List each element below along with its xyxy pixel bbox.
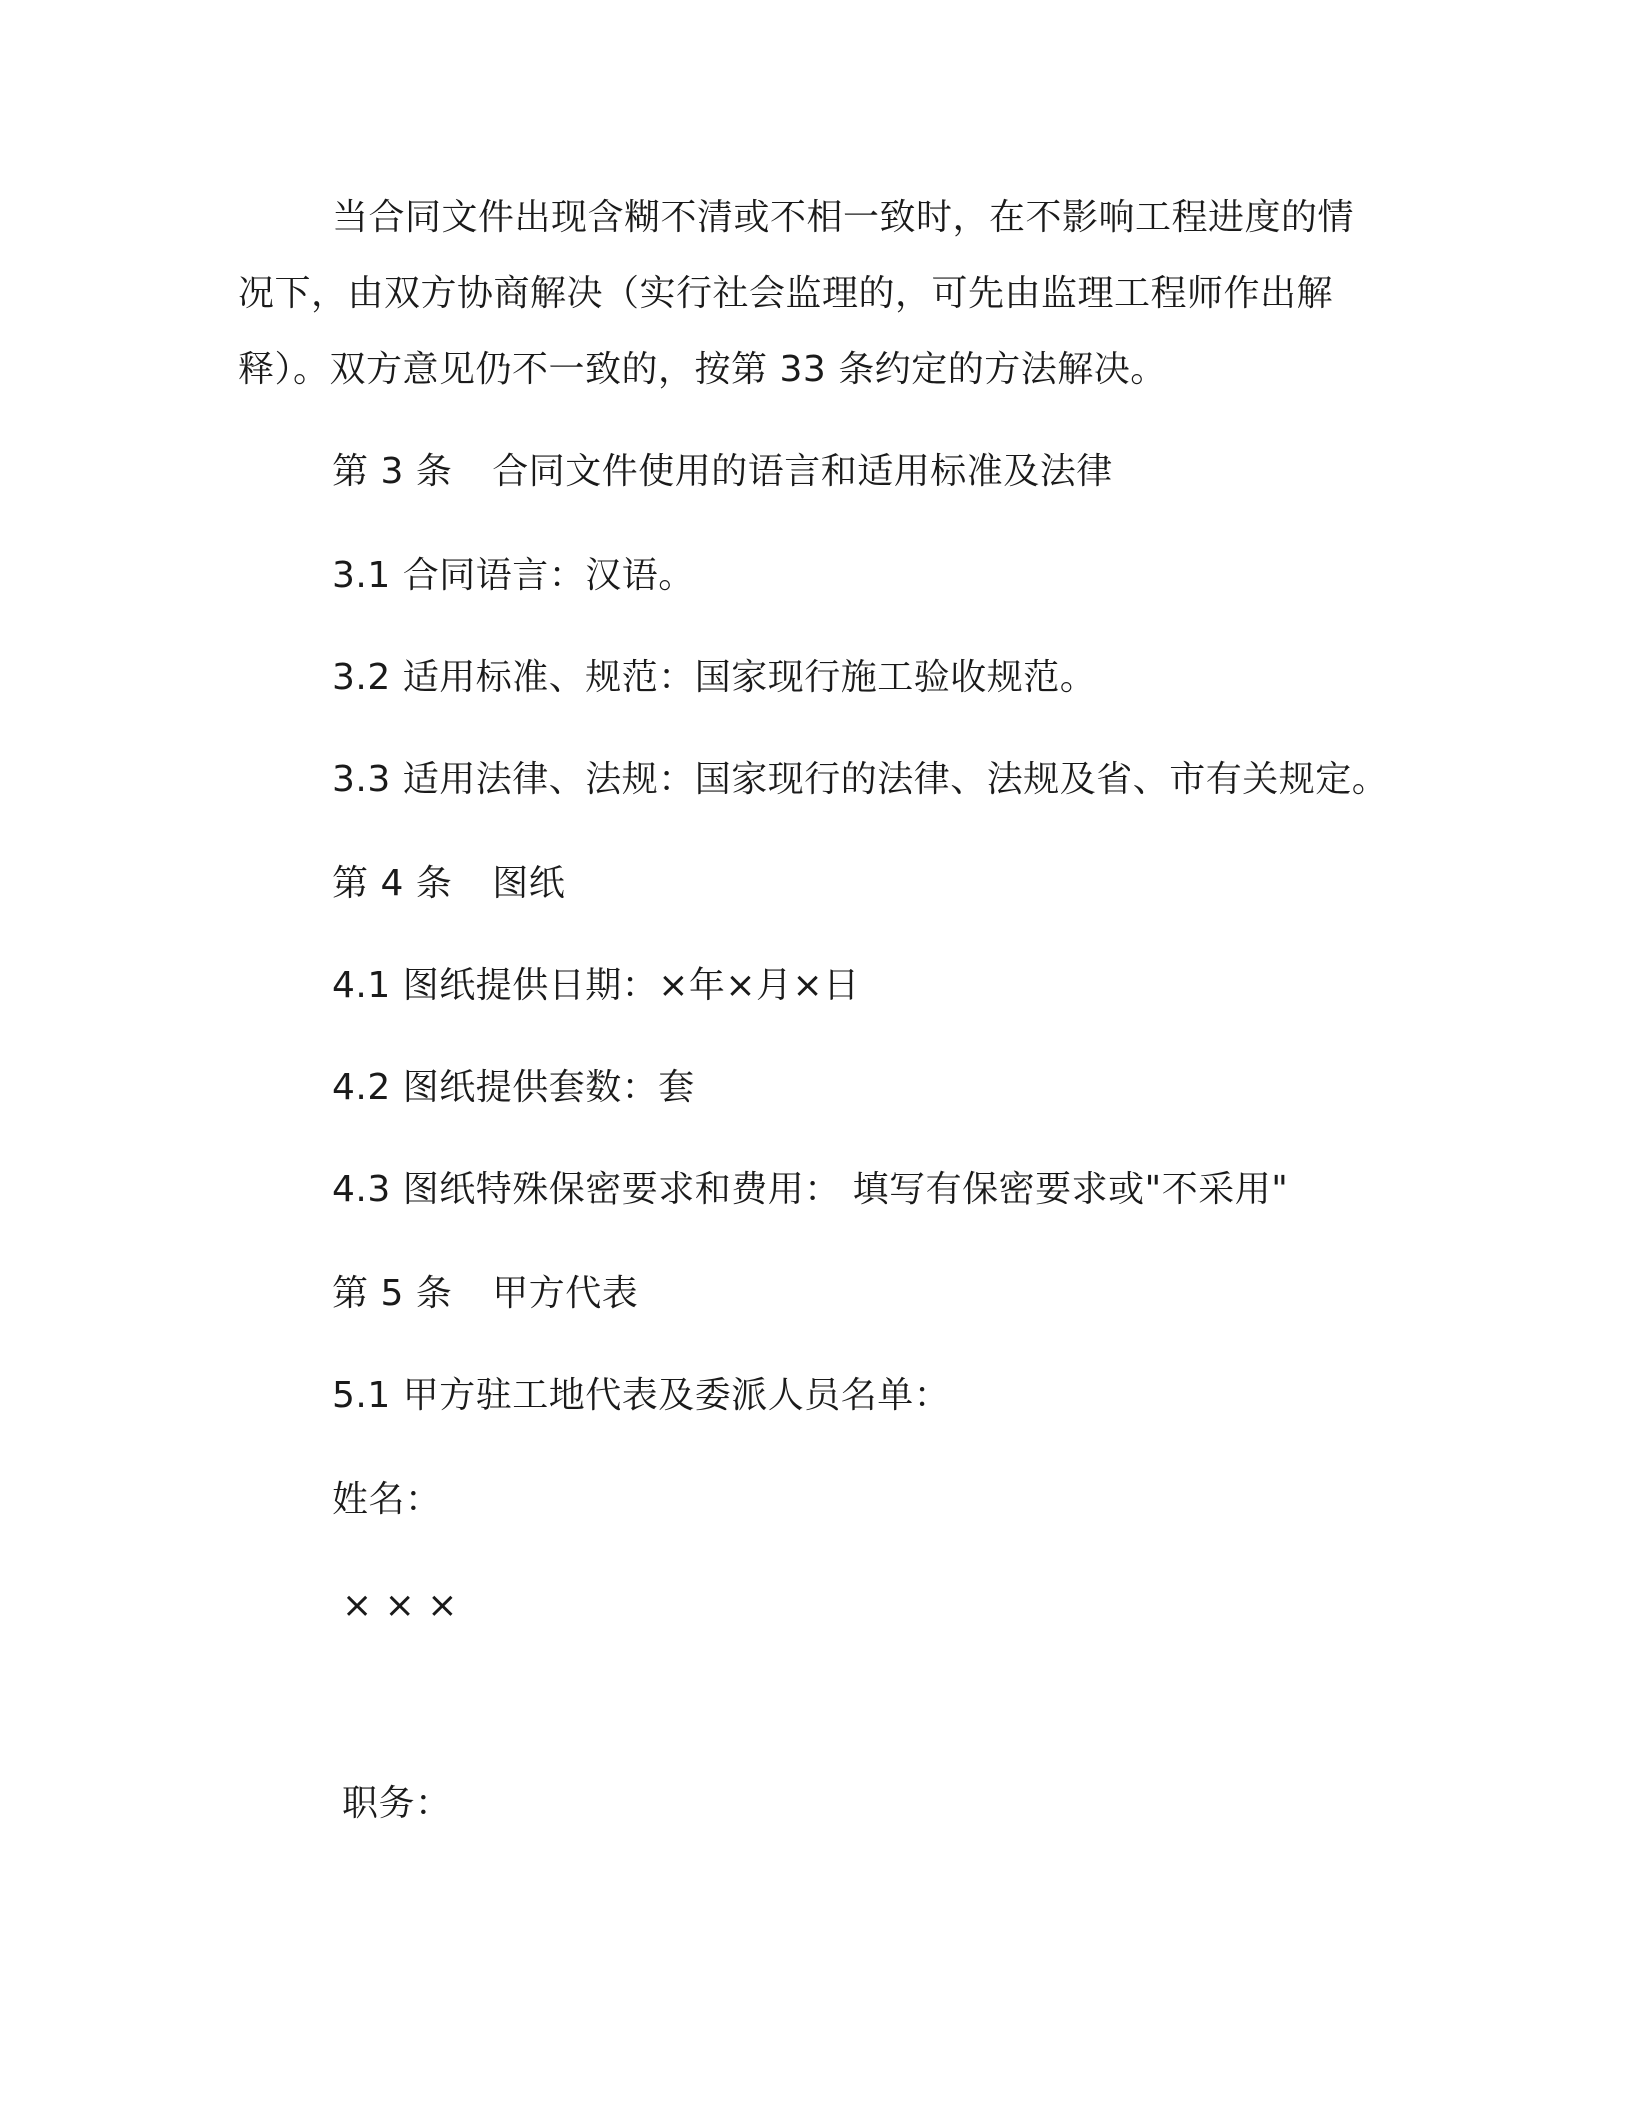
article-4-title: 图纸 (492, 863, 566, 904)
intro-line-3: 释）。双方意见仍不一致的，按第 33 条约定的方法解决。 (238, 349, 1167, 390)
article-4-item-2: 4.2 图纸提供套数：套 (332, 1067, 695, 1108)
article-3-item-2: 3.2 适用标准、规范：国家现行施工验收规范。 (332, 657, 1097, 698)
article-5-item-1: 5.1 甲方驻工地代表及委派人员名单： (332, 1375, 951, 1416)
article-3-item-3: 3.3 适用法律、法规：国家现行的法律、法规及省、市有关规定。 (332, 759, 1389, 800)
article-5-number: 第 5 条 (332, 1273, 453, 1314)
name-label: 姓名： (332, 1479, 442, 1520)
position-label: 职务： (342, 1783, 452, 1824)
article-4-item-1: 4.1 图纸提供日期：×年×月×日 (332, 965, 860, 1006)
article-3-item-1: 3.1 合同语言：汉语。 (332, 555, 695, 596)
article-5-heading (332, 1272, 638, 1316)
article-5-title: 甲方代表 (492, 1273, 639, 1314)
article-3-number: 第 3 条 (332, 451, 453, 492)
article-3-title: 合同文件使用的语言和适用标准及法律 (492, 451, 1113, 492)
name-value: × × × (342, 1585, 458, 1626)
article-3-heading (332, 450, 1113, 494)
article-4-item-3: 4.3 图纸特殊保密要求和费用： 填写有保密要求或"不采用" (332, 1169, 1289, 1210)
intro-line-1: 当合同文件出现含糊不清或不相一致时，在不影响工程进度的情 (332, 197, 1355, 238)
intro-line-2: 况下，由双方协商解决（实行社会监理的，可先由监理工程师作出解 (238, 273, 1334, 314)
article-4-heading (332, 862, 565, 906)
article-4-number: 第 4 条 (332, 863, 453, 904)
